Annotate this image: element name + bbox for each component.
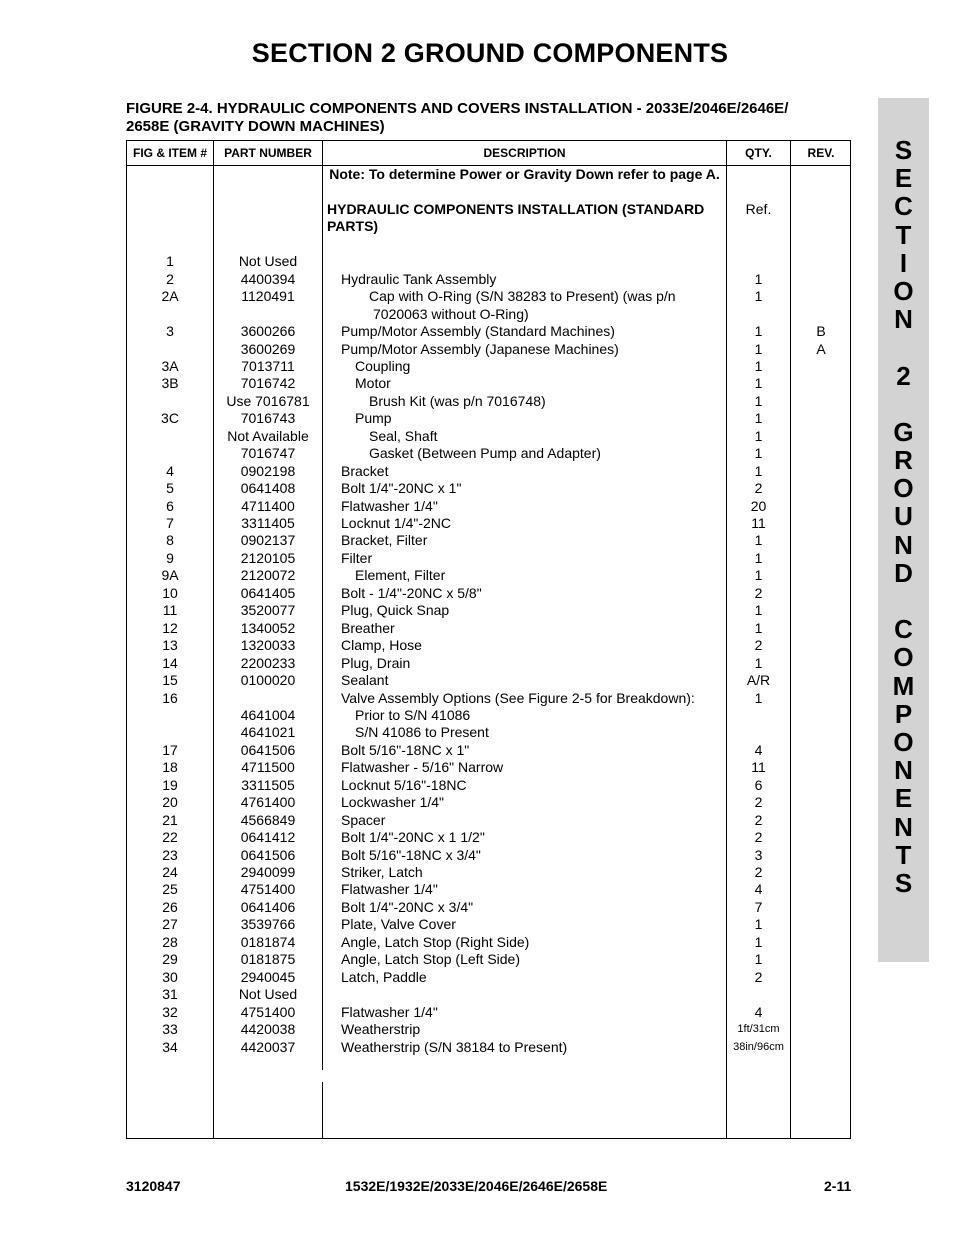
cell-qty: 2 [754, 829, 763, 846]
cell-description: Plug, Drain [341, 654, 411, 671]
figure-title [126, 100, 856, 136]
cell-rev [791, 183, 851, 200]
cell-rev [791, 620, 851, 637]
cell-fig-item [127, 201, 213, 218]
cell-description: Weatherstrip [341, 1021, 421, 1038]
cell-part-number: 1340052 [240, 619, 296, 636]
cell-fig-item: 11 [162, 602, 178, 619]
cell-description: Locknut 5/16"-18NC [341, 776, 467, 793]
cell-fig-item: 9 [166, 549, 174, 566]
cell-fig-item: 10 [162, 584, 178, 601]
cell-part-number: 0100020 [240, 672, 296, 689]
cell-part-number: 4641021 [240, 724, 296, 741]
cell-fig-item: 3B [161, 375, 179, 392]
cell-fig-item: 16 [162, 689, 178, 706]
cell-part-number: 0641406 [240, 898, 296, 915]
cell-rev [791, 707, 851, 724]
cell-part-number: Not Available [227, 427, 309, 444]
cell-rev [791, 445, 851, 462]
cell-rev [791, 306, 851, 323]
section-title: SECTION 2 GROUND COMPONENTS [251, 38, 729, 68]
cell-rev [791, 166, 851, 183]
cell-fig-item: 12 [162, 619, 178, 636]
side-tab-letter: N [894, 811, 913, 842]
side-tab-letter: 2 [896, 360, 911, 391]
cell-rev [791, 1039, 851, 1056]
cell-fig-item [127, 393, 213, 410]
side-tab-letter: T [895, 839, 912, 870]
cell-qty: 2 [754, 968, 763, 985]
cell-description [327, 986, 725, 1003]
cell-description: Clamp, Hose [341, 637, 422, 654]
cell-fig-item: 2A [161, 288, 179, 305]
side-tab-letter: S [894, 135, 913, 165]
cell-qty: 1ft/31cm [737, 1023, 780, 1036]
cell-rev [791, 271, 851, 288]
cell-part-number [214, 306, 322, 323]
cell-qty [727, 707, 790, 724]
cell-rev [791, 585, 851, 602]
cell-fig-item: 6 [166, 497, 174, 514]
cell-qty: 3 [754, 846, 763, 863]
cell-description: Bracket [341, 462, 389, 479]
side-tab-letters [878, 136, 929, 897]
cell-fig-item: 29 [162, 951, 178, 968]
cell-part-number: 3539766 [240, 916, 296, 933]
side-tab-letter: N [894, 529, 913, 560]
column-divider [322, 1082, 323, 1139]
cell-description: Seal, Shaft [369, 427, 438, 444]
side-tab-letter: E [894, 163, 913, 194]
cell-fig-item [127, 236, 213, 253]
side-tab-letter: N [894, 755, 913, 786]
cell-qty [727, 306, 790, 323]
cell-rev [791, 567, 851, 584]
cell-description: Bolt 1/4"-20NC x 1" [341, 480, 462, 497]
cell-qty: 1 [754, 933, 763, 950]
side-tab-letter: R [894, 445, 913, 476]
cell-qty: Ref. [745, 200, 772, 217]
cell-rev [791, 393, 851, 410]
cell-description: Pump/Motor Assembly (Standard Machines) [341, 323, 615, 340]
cell-qty [727, 236, 790, 253]
cell-description: Flatwasher 1/4" [341, 1003, 438, 1020]
cell-description: Flatwasher - 5/16" Narrow [341, 759, 504, 776]
cell-qty: 2 [754, 811, 763, 828]
cell-description: Striker, Latch [341, 864, 423, 880]
cell-qty: 1 [754, 951, 763, 968]
cell-description: Motor [355, 375, 391, 392]
cell-rev [791, 881, 851, 898]
cell-rev [791, 480, 851, 497]
cell-fig-item: 34 [162, 1038, 178, 1055]
header-fig-item: FIG & ITEM # [132, 146, 207, 160]
cell-rev [791, 672, 851, 689]
cell-rev [791, 498, 851, 515]
cell-part-number: 4641004 [240, 706, 296, 723]
cell-fig-item: 32 [162, 1003, 178, 1020]
cell-qty: 4 [754, 881, 763, 898]
cell-fig-item [127, 218, 213, 235]
cell-rev [791, 602, 851, 619]
cell-part-number: 0902198 [240, 462, 296, 479]
cell-fig-item: 25 [162, 881, 178, 898]
cell-part-number: 0181875 [240, 951, 296, 968]
cell-qty: 1 [754, 567, 763, 584]
cell-rev: A [816, 340, 826, 357]
cell-part-number: 3520077 [240, 602, 296, 619]
cell-rev [791, 201, 851, 218]
cell-rev [791, 794, 851, 811]
cell-rev [791, 1004, 851, 1021]
cell-qty: 1 [754, 357, 763, 374]
cell-fig-item: 15 [162, 672, 178, 689]
cell-fig-item [127, 166, 213, 183]
cell-description [327, 253, 725, 270]
cell-description: Bracket, Filter [341, 532, 428, 549]
cell-description: Brush Kit (was p/n 7016748) [369, 392, 546, 409]
cell-fig-item: 3 [166, 323, 174, 340]
cell-description: Angle, Latch Stop (Right Side) [341, 933, 530, 950]
cell-description: Valve Assembly Options (See Figure 2-5 for Breakdown): [341, 689, 695, 706]
cell-rev [791, 899, 851, 916]
cell-rev [791, 655, 851, 672]
cell-rev [791, 742, 851, 759]
side-tab-letter: O [893, 275, 914, 306]
cell-fig-item: 23 [162, 846, 178, 863]
cell-part-number: 7016742 [240, 375, 296, 392]
cell-part-number: 4751400 [240, 1003, 296, 1020]
cell-rev [791, 969, 851, 986]
cell-fig-item [127, 724, 213, 741]
cell-qty [727, 218, 790, 235]
cell-rev [791, 812, 851, 829]
cell-fig-item [127, 341, 213, 358]
cell-fig-item: 28 [162, 933, 178, 950]
cell-rev [791, 864, 851, 881]
side-tab-letter: C [894, 614, 913, 645]
cell-part-number: 4420038 [240, 1021, 296, 1038]
cell-fig-item: 24 [162, 864, 178, 880]
cell-qty: 4 [754, 1003, 763, 1020]
cell-description: Weatherstrip (S/N 38184 to Present) [341, 1038, 568, 1055]
cell-part-number: 1320033 [240, 637, 296, 654]
figure-title-line-2: 2658E (GRAVITY DOWN MACHINES) [126, 118, 385, 135]
cell-qty: 2 [754, 480, 763, 497]
cell-description: Breather [341, 619, 395, 636]
cell-rev [791, 777, 851, 794]
side-tab-letter: G [893, 416, 914, 447]
cell-qty: 7 [754, 898, 763, 915]
cell-rev [791, 759, 851, 776]
cell-fig-item: 5 [166, 480, 174, 497]
cell-description: HYDRAULIC COMPONENTS INSTALLATION (STANDARD [327, 200, 705, 217]
side-tab-letter: N [894, 304, 913, 335]
cell-description: S/N 41086 to Present [355, 724, 489, 741]
cell-rev [791, 288, 851, 305]
side-tab-letter: O [893, 473, 914, 504]
cell-rev [791, 428, 851, 445]
cell-fig-item: 18 [162, 759, 178, 776]
cell-description: Latch, Paddle [341, 968, 427, 985]
cell-qty: 1 [754, 288, 763, 305]
cell-fig-item: 13 [162, 637, 178, 654]
side-tab-letter: C [894, 191, 913, 222]
cell-rev [791, 236, 851, 253]
cell-qty [727, 253, 790, 270]
figure-title-line-1: FIGURE 2-4. HYDRAULIC COMPONENTS AND COVERS INSTALLATION - 2033E/2046E/2646E/ [126, 100, 789, 117]
cell-description: Cap with O-Ring (S/N 38283 to Present) (was p/n [369, 288, 676, 305]
cell-part-number: 3311405 [241, 515, 295, 531]
cell-part-number: Not Used [238, 986, 298, 1003]
cell-rev [791, 1021, 851, 1038]
cell-qty: 6 [754, 776, 763, 793]
cell-part-number: 4400394 [240, 270, 296, 287]
side-tab-letter: S [894, 867, 913, 898]
cell-part-number: Use 7016781 [226, 392, 310, 409]
cell-qty: 1 [754, 445, 763, 462]
cell-fig-item: 26 [162, 898, 178, 915]
cell-rev [791, 986, 851, 1003]
cell-fig-item [127, 428, 213, 445]
cell-fig-item: 7 [166, 515, 174, 531]
cell-description: Filter [341, 549, 373, 566]
header-description: DESCRIPTION [483, 146, 566, 160]
cell-fig-item: 30 [162, 968, 178, 985]
cell-part-number [214, 183, 322, 200]
cell-description: Locknut 1/4"-2NC [341, 515, 452, 531]
cell-fig-item: 2 [166, 270, 174, 287]
cell-rev [791, 550, 851, 567]
cell-part-number: 2200233 [240, 654, 296, 671]
cell-description: Coupling [355, 357, 411, 374]
cell-description: Bolt 5/16"-18NC x 1" [341, 741, 470, 758]
cell-qty: 1 [754, 462, 763, 479]
cell-fig-item: 31 [162, 986, 178, 1003]
cell-description: Flatwasher 1/4" [341, 497, 438, 514]
cell-qty: 1 [754, 323, 763, 340]
section-side-tab [878, 98, 929, 962]
cell-part-number: 7016743 [240, 410, 296, 427]
cell-rev [791, 463, 851, 480]
side-tab-letter [878, 587, 929, 615]
cell-fig-item: 3A [161, 357, 179, 374]
cell-fig-item: 14 [162, 654, 178, 671]
cell-rev [791, 637, 851, 654]
cell-description: Angle, Latch Stop (Left Side) [341, 951, 520, 968]
cell-fig-item: 20 [162, 794, 178, 811]
header-rev: REV. [807, 146, 835, 160]
cell-fig-item: 21 [162, 811, 178, 828]
side-tab-letter: M [892, 670, 915, 701]
cell-qty: 1 [754, 340, 763, 357]
cell-part-number: 0641412 [240, 829, 296, 846]
cell-rev [791, 532, 851, 549]
side-tab-letter: D [894, 557, 913, 588]
side-tab-letter: I [899, 247, 908, 278]
cell-part-number: 3311505 [241, 776, 295, 793]
cell-fig-item: 33 [162, 1021, 178, 1038]
cell-fig-item: 4 [166, 462, 174, 479]
cell-fig-item: 9A [161, 567, 179, 584]
cell-qty: 2 [754, 584, 763, 601]
cell-description: Plate, Valve Cover [341, 916, 456, 933]
cell-qty: 2 [754, 794, 763, 811]
cell-part-number: 4711500 [241, 759, 295, 776]
cell-fig-item [127, 445, 213, 462]
side-tab-letter: E [894, 783, 913, 814]
side-tab-letter: P [894, 698, 913, 729]
column-divider [322, 140, 323, 1070]
cell-rev: B [816, 323, 826, 340]
cell-part-number: 2940099 [240, 864, 296, 880]
cell-qty: 1 [754, 270, 763, 287]
header-part-number: PART NUMBER [224, 146, 312, 160]
side-tab-letter: T [895, 219, 912, 250]
cell-rev [791, 218, 851, 235]
cell-part-number: 3600269 [240, 340, 296, 357]
cell-description: Lockwasher 1/4" [341, 794, 445, 811]
cell-part-number: 0641408 [240, 480, 296, 497]
cell-description: Element, Filter [355, 567, 446, 584]
cell-description: PARTS) [327, 218, 379, 235]
cell-part-number [214, 236, 322, 253]
cell-qty: 11 [751, 515, 766, 531]
cell-part-number: 4566849 [240, 811, 296, 828]
cell-description: Plug, Quick Snap [341, 602, 450, 619]
cell-rev [791, 847, 851, 864]
cell-description: Pump/Motor Assembly (Japanese Machines) [341, 340, 619, 357]
cell-part-number [214, 690, 322, 707]
cell-rev [791, 375, 851, 392]
cell-qty [727, 724, 790, 741]
cell-qty: 1 [754, 689, 763, 706]
cell-description: Bolt - 1/4"-20NC x 5/8" [341, 584, 482, 601]
cell-qty: 1 [754, 427, 763, 444]
cell-qty: 11 [751, 759, 766, 776]
cell-description: Gasket (Between Pump and Adapter) [369, 445, 601, 462]
header-qty: QTY. [745, 146, 772, 160]
cell-rev [791, 410, 851, 427]
cell-qty: A/R [746, 672, 771, 689]
cell-fig-item: 17 [162, 741, 178, 758]
cell-description [327, 183, 725, 200]
cell-part-number: 0641506 [240, 846, 296, 863]
cell-fig-item: 8 [166, 532, 174, 549]
cell-part-number: 0902137 [240, 532, 296, 549]
cell-rev [791, 253, 851, 270]
cell-fig-item: 27 [162, 916, 178, 933]
cell-qty [727, 986, 790, 1003]
cell-rev [791, 515, 851, 532]
cell-part-number: 4420037 [240, 1038, 296, 1055]
cell-fig-item [127, 183, 213, 200]
cell-rev [791, 358, 851, 375]
side-tab-letter: O [893, 726, 914, 757]
cell-rev [791, 934, 851, 951]
footer-model-list: 1532E/1932E/2033E/2046E/2646E/2658E [345, 1178, 608, 1194]
cell-qty: 4 [754, 741, 763, 758]
cell-part-number: Not Used [238, 253, 298, 270]
cell-part-number [214, 218, 322, 235]
cell-qty: 1 [754, 410, 763, 427]
cell-qty [727, 183, 790, 200]
cell-description: 7020063 without O-Ring) [373, 305, 529, 322]
cell-part-number: 0181874 [240, 933, 296, 950]
cell-description: Bolt 1/4"-20NC x 3/4" [341, 898, 474, 915]
cell-description [327, 236, 725, 253]
cell-description: Prior to S/N 41086 [355, 706, 471, 723]
cell-description: Bolt 5/16"-18NC x 3/4" [341, 846, 481, 863]
cell-part-number: 4761400 [240, 794, 296, 811]
cell-rev [791, 951, 851, 968]
cell-fig-item: 3C [161, 410, 179, 427]
cell-part-number: 7016747 [240, 445, 296, 462]
cell-qty: 1 [754, 602, 763, 619]
cell-part-number: 0641405 [240, 584, 296, 601]
cell-fig-item: 1 [166, 253, 174, 270]
side-tab-letter: U [894, 501, 913, 532]
cell-part-number: 1120491 [241, 288, 295, 305]
cell-qty: 1 [754, 375, 763, 392]
cell-qty: 1 [754, 619, 763, 636]
cell-description: Pump [355, 410, 392, 427]
cell-qty: 38in/96cm [733, 1040, 784, 1053]
cell-description: Flatwasher 1/4" [341, 881, 438, 898]
cell-part-number: 2120105 [240, 549, 296, 566]
cell-description: Hydraulic Tank Assembly [341, 270, 497, 287]
cell-part-number [214, 201, 322, 218]
side-tab-letter [878, 333, 929, 361]
cell-rev [791, 724, 851, 741]
cell-part-number: 3600266 [240, 323, 296, 340]
cell-qty: 2 [754, 864, 763, 880]
cell-part-number: 4751400 [240, 881, 296, 898]
cell-part-number: 2940045 [240, 968, 296, 985]
cell-part-number: 4711400 [241, 497, 295, 514]
cell-fig-item [127, 707, 213, 724]
cell-description: Bolt 1/4"-20NC x 1 1/2" [341, 829, 485, 846]
cell-qty [727, 166, 790, 183]
side-tab-letter: O [893, 642, 914, 673]
cell-description: Spacer [341, 811, 386, 828]
cell-rev [791, 916, 851, 933]
cell-rev [791, 829, 851, 846]
cell-part-number [214, 166, 322, 183]
cell-qty: 2 [754, 637, 763, 654]
cell-qty: 1 [754, 654, 763, 671]
cell-qty: 1 [754, 549, 763, 566]
cell-qty: 1 [754, 916, 763, 933]
cell-rev [791, 690, 851, 707]
cell-fig-item: 19 [162, 776, 178, 793]
cell-fig-item [127, 306, 213, 323]
side-tab-letter [878, 390, 929, 418]
cell-qty: 1 [754, 532, 763, 549]
cell-qty: 1 [754, 392, 763, 409]
footer-doc-number: 3120847 [126, 1178, 181, 1194]
footer-page-number: 2-11 [824, 1178, 852, 1194]
cell-part-number: 7013711 [241, 357, 295, 374]
cell-fig-item: 22 [162, 829, 178, 846]
cell-qty: 20 [750, 497, 767, 514]
cell-part-number: 0641506 [240, 741, 296, 758]
cell-description: Note: To determine Power or Gravity Down refer to page A. [329, 166, 720, 182]
cell-description: Sealant [341, 672, 389, 689]
cell-part-number: 2120072 [240, 567, 296, 584]
